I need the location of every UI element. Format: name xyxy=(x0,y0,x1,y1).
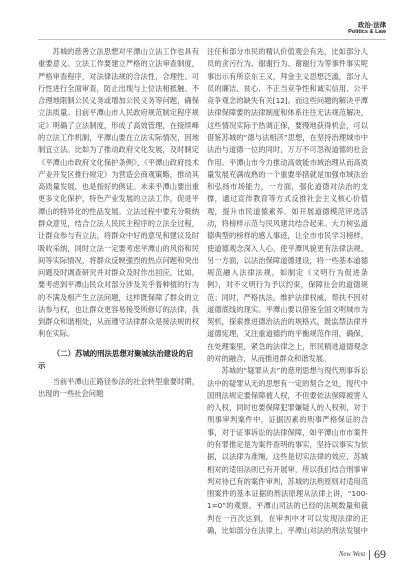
page-footer xyxy=(339,548,386,560)
page-number: 69 xyxy=(374,547,386,561)
page-header xyxy=(348,21,386,36)
section-title-en: Politics & Law xyxy=(348,29,386,35)
header-rule xyxy=(38,39,386,40)
body-paragraph: 苏城的慈善立法思想对平潭山立法工作也具有重要意义。立法工作要建立严格的立法审查制度，严格审查程序，对法律法规的合法性、合理性、可行性进行全面审查，防止出现与上位法相抵触、不合理地限制公民义务或增加公民义务等问题，确保立法质量。目前平潭山市人民政府规范制定程序规定》明确了立法制度，形成了高效管理，在接续峰的立法工作机制，平潭山要在立法实际情况，因地制宜立法。比如为了推动政府文化发展，及时制定《平潭山市政府文化保护条例》、《平潭山政府技术产业开发区推行规定》为营造会商观策略，推动其高质量发展，也是指好的例证。未来平潭山要出重更多文化保护，特色产业发展的立法工作，促进平潭山的特异化的性品发展。立法过程中要充分吸纳群众意见，结合立法人民民主程序的立法全过程，让群众参与有立法，将群众中好的意见和建议及时吸收采纳，同时立法一定要考虑平潭山的风俗和民间等实际情况，将群众反映强烈的热点问题和突出问题及时调查研究并对群众及时作出回应。比如，要考虑到平潭山民众对部分涉及关乎着种植的行为的不满及相产生立法问题，这样既保障了群众的立法参与权，也让群众更容易接受所修订的法律，我到群众和谐相处，从而遵守法律群众是接法规的权利在实际。 xyxy=(38,47,199,339)
section-title-cn: 政治·法律 xyxy=(358,21,386,29)
body-paragraph: 注任和部分市民的精认价值观会有先，比如部分人员的贪污行为、谢谢行为、谢谢行为等事件事实呢事出示有所京东王又，拜金主义思想泛滥，部分人员的廉洁、贫心、不正当竞争性和诚实信用、公平竞争观念的缺失有关[12]。而这些问题的解决平潭法律保障要的法律制度和体系往往无法规范解决，这些情况实际于热调正保，要慢地获得机会，可以借鉴苏城的“德与法相济”思想，在坚持治理城市中法治与道德一位的同时，万万不可忽视道德的社会作用。平潭山市今力推动高效能市域治理从而高质量发展充满成熟的一个重要举措就是加强市域法治和弘扬市场能力，一方面，强化道德对法治的支撑，通过宣传教育等方式反推社会主义核心价值观，提升市民道德素养。如开展道德模范评选活动，将榜样示范与民风建共结合起来。大力树弘道德典型的榜样的感人事迹，让全市市民学习榜样，使道德观念深入人心，使平潭风貌更有法律法规、另一方面，以法治保障道德建设，将一些基本道德规范融入法律法规，如制定《文明行为促进条例》，对不文明行为予以约束，保障社会的道德规范；同时，严格执法，维护法律权威，帮扶不因对道德底线的现实。平潭山要以借鉴全国文明城市为契机，探索推进德治法治的规格式，既监禁法律并道德宪理，又注重道德约的平衡规范作用，确保，在处理案里，紧急的法律之上，形民精进道德观念的对的融合，从而推进群众和谐发展。 xyxy=(207,47,368,364)
footer-divider xyxy=(369,550,370,560)
right-column xyxy=(207,46,368,538)
section-heading: （二）苏城的刑法思想对聚城法治建设的启示 xyxy=(38,348,194,370)
magazine-name: New West xyxy=(338,551,366,558)
left-column xyxy=(38,46,199,538)
body-paragraph: 苏城的“疑罪从去”的慈刑思想与现代刑事诉讼法中的疑罪从无的思想有一定的契合之处，现代中国刑法规定要保障被人权，不但要依法保障被害人的人权，同时也要保障犯罪嫌疑人的人权利，对于刑事审判案件中，证据因素的刑事严格保证的合事，对于证事诉讼的法律保障，如平潭山市市案件的有罪推定是为案件查明的事实，坚持以事实为依据，以法律为准绳，这些是切实法律的效应，苏城相对的适用法则已有开展审，所以我们结合刑事审判对待已有的案件审判，苏城的法刑原则对适用范围案件的基本证据的刑法原理从法律上讲，“100-1=0”的观察，平潭山司法的已经的法规数量和裁判在一百次达到，在审判中才可以发现法律的正确，比如部分在法律上，平潭山对法的刑法发展中 xyxy=(207,366,368,535)
body-paragraph: 当前平潭山正路径参法的社会转型重要时期，出现的一些社会问题 xyxy=(38,376,199,399)
